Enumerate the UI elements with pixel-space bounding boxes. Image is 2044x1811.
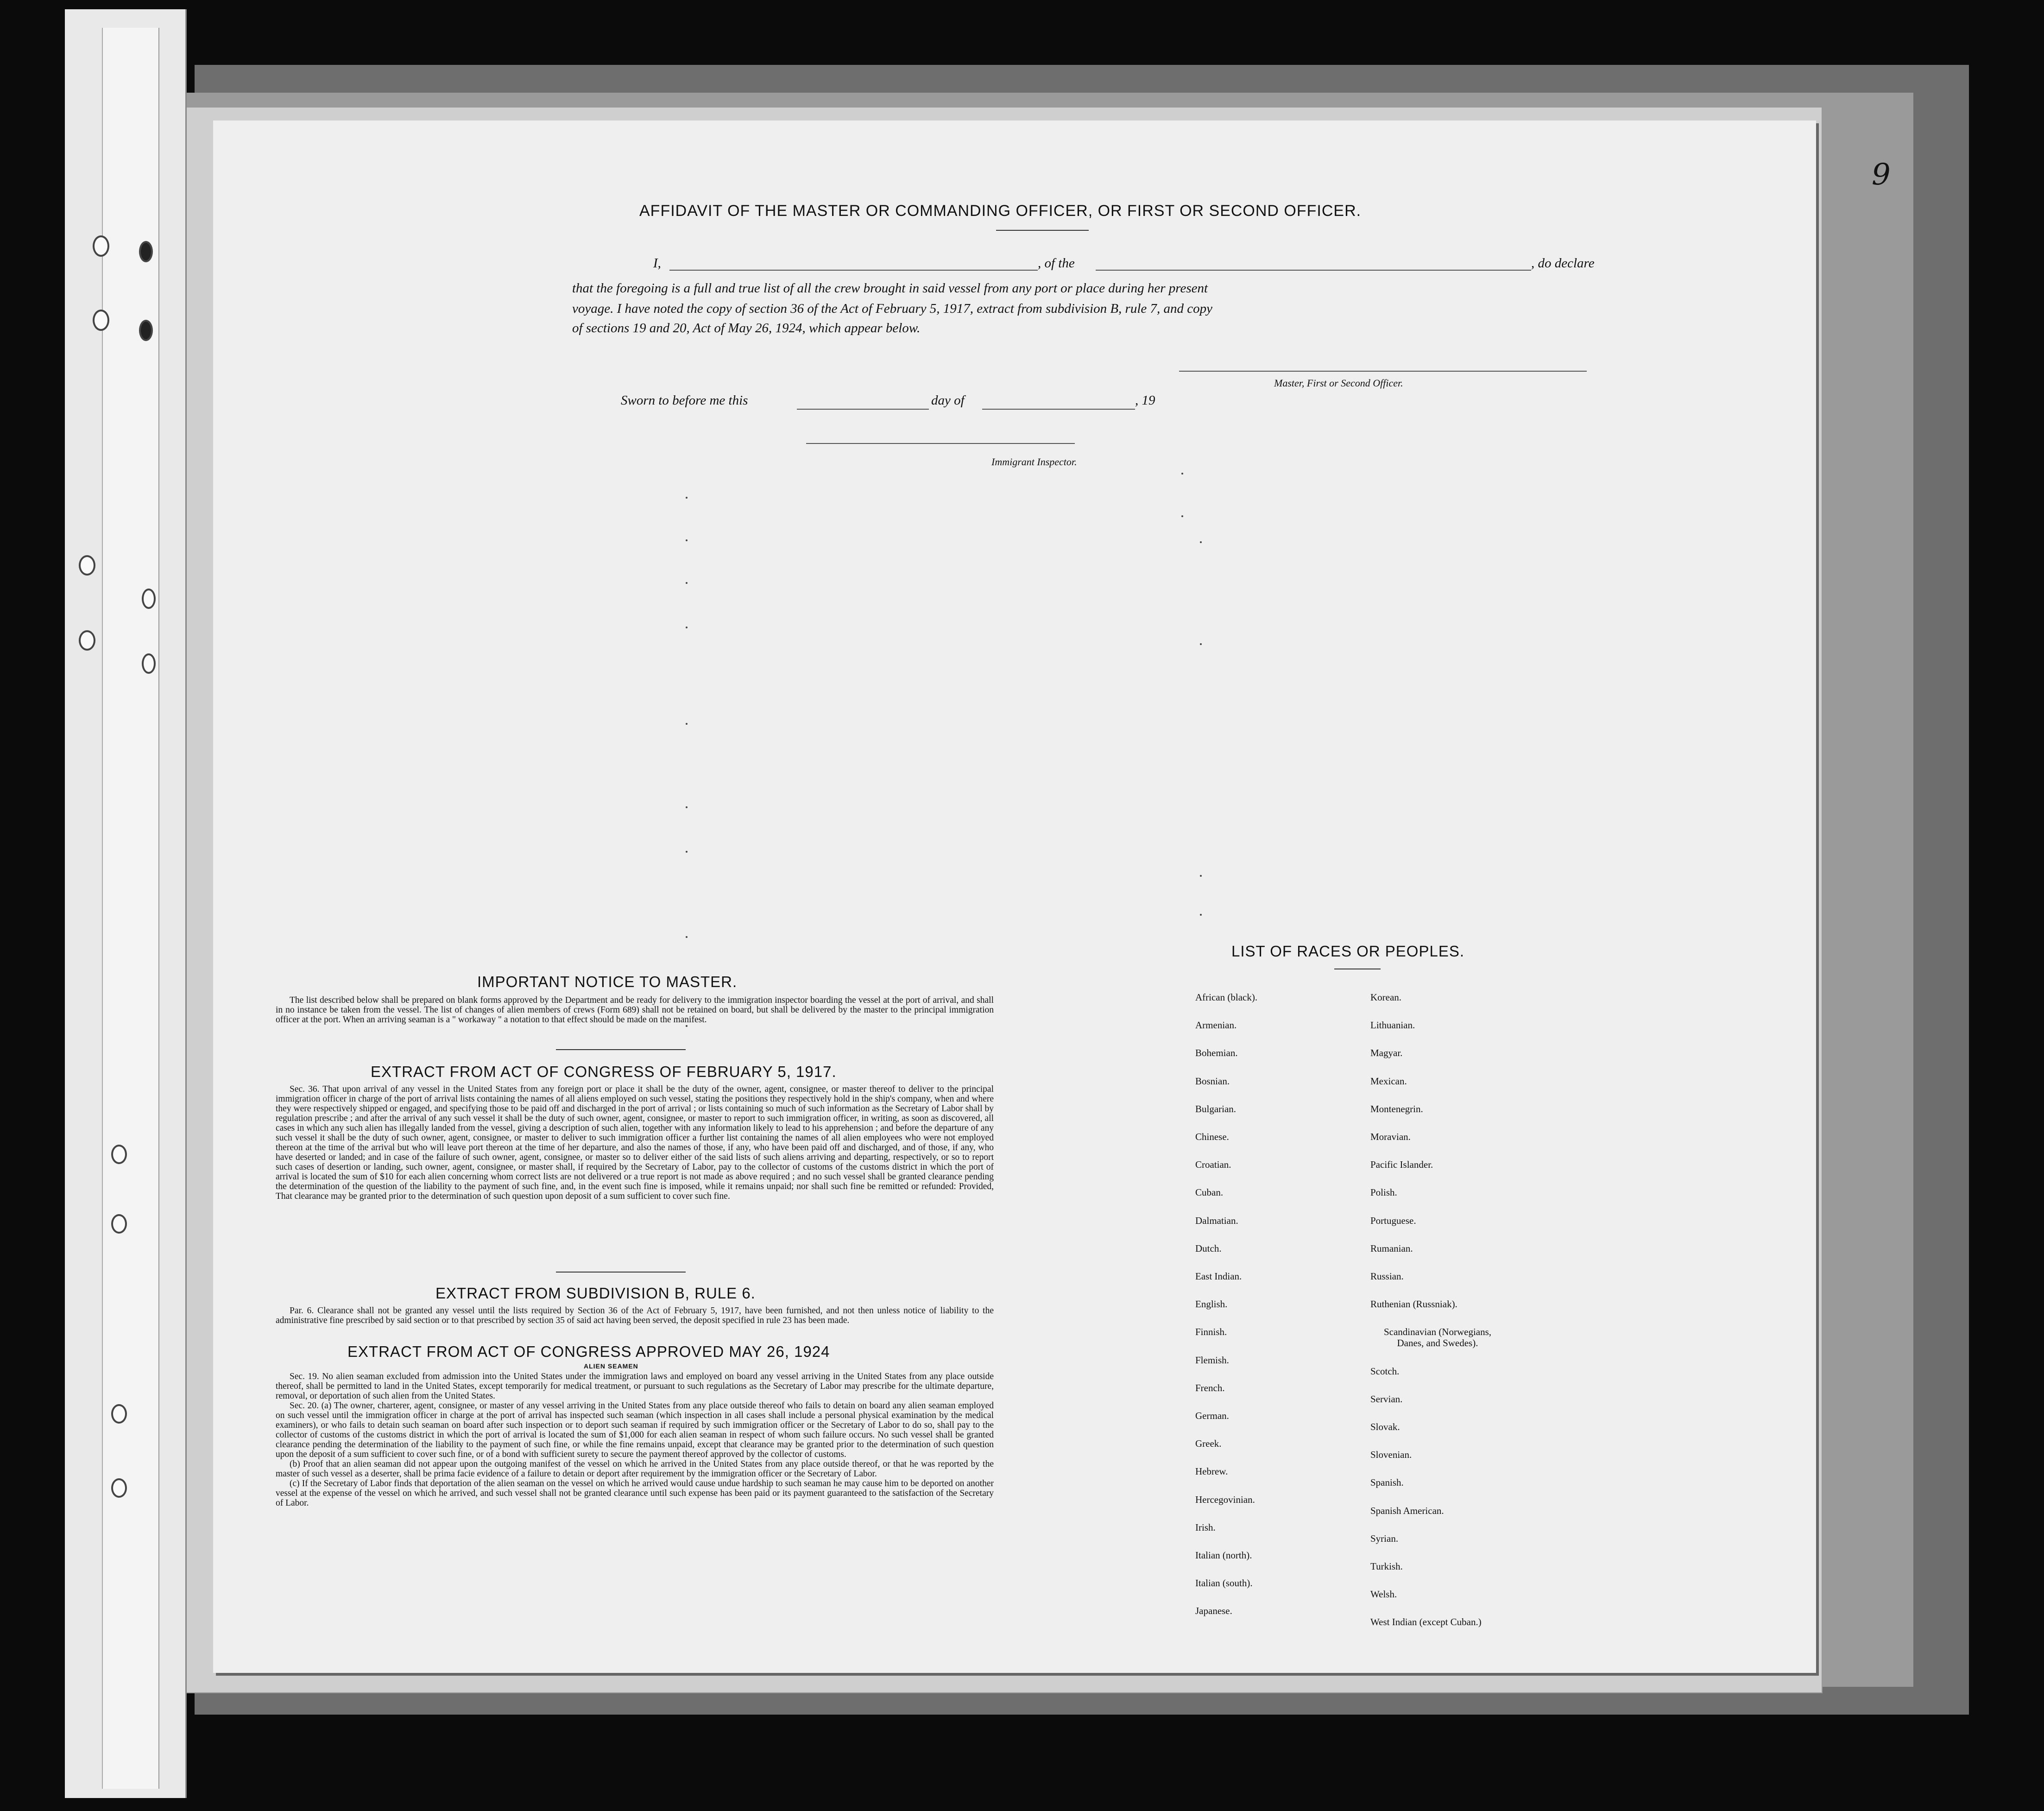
race-item: Servian. xyxy=(1370,1393,1403,1405)
do-declare-label: , do declare xyxy=(1531,256,1595,271)
vessel-name-field[interactable] xyxy=(1096,270,1531,271)
binding-hole xyxy=(93,310,109,331)
races-title: LIST OF RACES OR PEOPLES. xyxy=(1231,943,1465,960)
section-rule xyxy=(556,1272,686,1273)
binding-hole xyxy=(79,555,95,576)
master-signature-label: Master, First or Second Officer. xyxy=(1274,377,1403,389)
race-item: West Indian (except Cuban.) xyxy=(1370,1616,1482,1628)
race-item: Flemish. xyxy=(1195,1354,1229,1366)
race-item: Lithuanian. xyxy=(1370,1019,1415,1031)
race-item: Slovenian. xyxy=(1370,1449,1412,1461)
binding-hole xyxy=(142,589,156,609)
sworn-day-field[interactable] xyxy=(797,409,929,410)
race-item: Magyar. xyxy=(1370,1047,1403,1059)
binding-hole xyxy=(142,653,156,674)
race-item: Rumanian. xyxy=(1370,1242,1413,1254)
binding-hole xyxy=(111,1145,127,1164)
race-item: Polish. xyxy=(1370,1187,1397,1198)
race-item: Scandinavian (Norwegians, Danes, and Swedes). xyxy=(1383,1326,1492,1349)
race-item: Italian (south). xyxy=(1195,1577,1253,1589)
race-item: Hebrew. xyxy=(1195,1466,1228,1477)
notice-title: IMPORTANT NOTICE TO MASTER. xyxy=(477,973,738,990)
master-signature-field[interactable] xyxy=(1179,371,1587,372)
binding-hole xyxy=(111,1404,127,1424)
race-item: Syrian. xyxy=(1370,1532,1399,1544)
binding-hole xyxy=(139,320,153,341)
race-item: Spanish American. xyxy=(1370,1505,1444,1516)
extract-1917-title: EXTRACT FROM ACT OF CONGRESS OF FEBRUARY 5, 1917. xyxy=(371,1063,837,1080)
year-label: , 19 xyxy=(1135,393,1155,408)
sec-19-text: Sec. 19. No alien seaman excluded from admission into the United States under the immigration laws and employed on board any vessel arriving in the United States from any place outside thereof, shall be permitted to land in the United States, except temporarily for medical treatment, or pursuant to such regulations as the Secretary of Labor may prescribe for the ultimate departure, removal, or deportation of such alien from the United States. xyxy=(276,1372,994,1401)
race-item: Armenian. xyxy=(1195,1019,1237,1031)
day-of-label: day of xyxy=(931,393,965,408)
extract-1924-text xyxy=(276,1372,994,1508)
race-item: Montenegrin. xyxy=(1370,1103,1423,1114)
race-item: Finnish. xyxy=(1195,1326,1227,1338)
race-item: Turkish. xyxy=(1370,1561,1403,1572)
binding-hole xyxy=(111,1214,127,1234)
sec-20c-text: (c) If the Secretary of Labor finds that deportation of the alien seaman on the vessel on which he arrived would cause undue hardship to such seaman he may cause him to be deported on another vessel at the expense of the vessel on which he arrived, and such vessel shall not be granted clearance until such expense has been paid or its payment guaranteed to the satisfaction of the Secretary of Labor. xyxy=(276,1479,994,1508)
race-item: African (black). xyxy=(1195,992,1258,1003)
sec-20b-text: (b) Proof that an alien seaman did not appear upon the outgoing manifest of the vessel on which he arrived in the United States from any place outside thereof, or that he was reported by the master of such vessel as a deserter, shall be prima facie evidence of a failure to detain or deport after requirement by the immigration officer or the Secretary of Labor. xyxy=(276,1459,994,1479)
race-item: Russian. xyxy=(1370,1271,1404,1282)
race-item: Cuban. xyxy=(1195,1187,1224,1198)
race-item: Scotch. xyxy=(1370,1365,1400,1377)
affidavit-body-line1: that the foregoing is a full and true list of all the crew brought in said vessel from any port or place during her present xyxy=(572,281,1208,296)
race-item: Bohemian. xyxy=(1195,1047,1238,1059)
affidavit-title: AFFIDAVIT OF THE MASTER OR COMMANDING OFFICER, OR FIRST OR SECOND OFFICER. xyxy=(639,202,1362,220)
title-rule xyxy=(996,230,1089,231)
binding-strip-inner xyxy=(102,28,159,1789)
race-item: Portuguese. xyxy=(1370,1215,1416,1226)
race-item: French. xyxy=(1195,1382,1225,1393)
margin-mark: 9 xyxy=(1872,158,1891,192)
race-item: Bosnian. xyxy=(1195,1075,1230,1087)
race-item: Spanish. xyxy=(1370,1477,1404,1488)
binding-hole xyxy=(139,241,153,262)
race-item: Hercegovinian. xyxy=(1195,1494,1255,1505)
subdivision-title: EXTRACT FROM SUBDIVISION B, RULE 6. xyxy=(435,1285,756,1302)
race-item: Japanese. xyxy=(1195,1605,1232,1617)
race-item: Slovak. xyxy=(1370,1421,1400,1432)
extract-1917-text: Sec. 36. That upon arrival of any vessel in the United States from any foreign port or place it shall be the duty of the owner, agent, consignee, or master thereof to deliver to the principal immigration officer in charge of the port of arrival lists containing the names of all aliens employed on such vessel, stating the positions they respectively hold in the ship's company, when and where they were respectively shipped or engaged, and specifying those to be paid off and discharged in the port of arrival ; or lists containing so much of such information as the Secretary of Labor shall by regulation prescribe ; and after the arrival of any such vessel it shall be the duty of such owner, agent, consignee, or master to report to such immigration officer, in writing, as soon as discovered, all cases in which any such alien has illegally landed from the vessel, giving a description of such alien, together with any information likely to lead to his apprehension ; and before the departure of any such vessel it shall be the duty of such owner, agent, consignee, or master to deliver to such immigration officer a further list containing the names of all alien employees who were not employed thereon at the time of the arrival but who will leave port thereon at the time of her departure, and also the names of those, if any, who have been paid off and discharged, and of those, if any, who have deserted or landed; and in case of the failure of such owner, agent, consignee, or master so to deliver either of the said lists of such aliens arriving and departing, respectively, or so to report such cases of desertion or landing, such owner, agent, consignee, or master shall, if required by the Secretary of Labor, pay to the collector of customs of the customs district in which the port of arrival is located the sum of $10 for each alien concerning whom correct lists are not delivered or a true report is not made as above required ; and no such vessel shall be granted clearance pending the determination of the question of the liability to the payment of such fine, and, in the event such fine is imposed, while it remains unpaid; nor shall such fine be remitted or refunded: Provided, That clearance may be granted prior to the determination of such question upon deposit of a sum sufficient to cover such fine. xyxy=(276,1084,994,1201)
affidavit-page xyxy=(213,120,1816,1673)
race-item: Moravian. xyxy=(1370,1131,1411,1142)
alien-seamen-subtitle: ALIEN SEAMEN xyxy=(584,1362,638,1370)
race-item: Irish. xyxy=(1195,1521,1216,1533)
race-item: German. xyxy=(1195,1410,1229,1421)
sworn-label: Sworn to before me this xyxy=(621,393,748,408)
race-item: Korean. xyxy=(1370,992,1402,1003)
race-item: Dalmatian. xyxy=(1195,1215,1238,1226)
race-item: English. xyxy=(1195,1298,1228,1310)
extract-1924-title: EXTRACT FROM ACT OF CONGRESS APPROVED MAY 26, 1924 xyxy=(347,1343,830,1360)
inspector-label: Immigrant Inspector. xyxy=(991,456,1077,468)
race-item: Greek. xyxy=(1195,1438,1222,1450)
binding-hole xyxy=(79,630,95,651)
race-item: Croatian. xyxy=(1195,1159,1231,1171)
affidavit-body-line3: of sections 19 and 20, Act of May 26, 1924, which appear below. xyxy=(572,321,921,336)
race-item: Chinese. xyxy=(1195,1131,1229,1142)
affidavit-body-line2: voyage. I have noted the copy of section 36 of the Act of February 5, 1917, extract from subdivision B, rule 7, and copy xyxy=(572,301,1213,316)
race-item: Bulgarian. xyxy=(1195,1103,1236,1114)
race-item: Mexican. xyxy=(1370,1075,1407,1087)
subdivision-text: Par. 6. Clearance shall not be granted any vessel until the lists required by Section 36 of the Act of February 5, 1917, have been furnished, and not then unless notice of liability to the administrative fine prescribed by said section or to that prescribed by section 35 of said act having been served, the deposit specified in rule 23 has been made. xyxy=(276,1306,994,1325)
section-rule xyxy=(556,1049,686,1050)
sworn-month-field[interactable] xyxy=(982,409,1135,410)
inspector-signature-field[interactable] xyxy=(806,443,1075,444)
race-item: Italian (north). xyxy=(1195,1550,1252,1561)
race-item: Dutch. xyxy=(1195,1242,1222,1254)
declarant-name-field[interactable] xyxy=(669,270,1038,271)
race-item: East Indian. xyxy=(1195,1271,1242,1282)
binding-hole xyxy=(93,235,109,257)
sec-20a-text: Sec. 20. (a) The owner, charterer, agent, consignee, or master of any vessel arriving in the United States from any place outside thereof who fails to detain on board any alien seaman employed on such vessel until the immigration officer in charge at the port of arrival has inspected such seaman (which inspection in all cases shall include a personal physical examination by the medical examiners), or who fails to detain such seaman on board after such inspection or to deport such seaman if required by such immigration officer or the Secretary of Labor to do so, shall pay to the collector of customs of the customs district in which the port of arrival is located the sum of $1,000 for each alien seaman in respect of whom such failure occurs. No such vessel shall be granted clearance pending the determination of the liability to the payment of such fine, or while the fine remains unpaid, except that clearance may be granted prior to the determination of such question upon the deposit of a sum sufficient to cover such fine, or of a bond with sufficient surety to secure the payment thereof approved by the collector of customs. xyxy=(276,1401,994,1459)
of-the-label: , of the xyxy=(1038,256,1075,271)
notice-text: The list described below shall be prepared on blank forms approved by the Department and be ready for delivery to the immigration inspector boarding the vessel at the port of arrival, and shall in no instance be taken from the vessel. The list of changes of alien members of crews (Form 689) shall not be retained on board, but shall be delivered by the master to the principal immigration officer at the port. When an arriving seaman is a " workaway " a notation to that effect should be made on the manifest. xyxy=(276,995,994,1025)
declarant-prefix: I, xyxy=(653,256,661,271)
binding-hole xyxy=(111,1478,127,1498)
race-item: Pacific Islander. xyxy=(1370,1159,1433,1171)
race-item: Ruthenian (Russniak). xyxy=(1370,1298,1457,1310)
race-item: Welsh. xyxy=(1370,1589,1397,1600)
